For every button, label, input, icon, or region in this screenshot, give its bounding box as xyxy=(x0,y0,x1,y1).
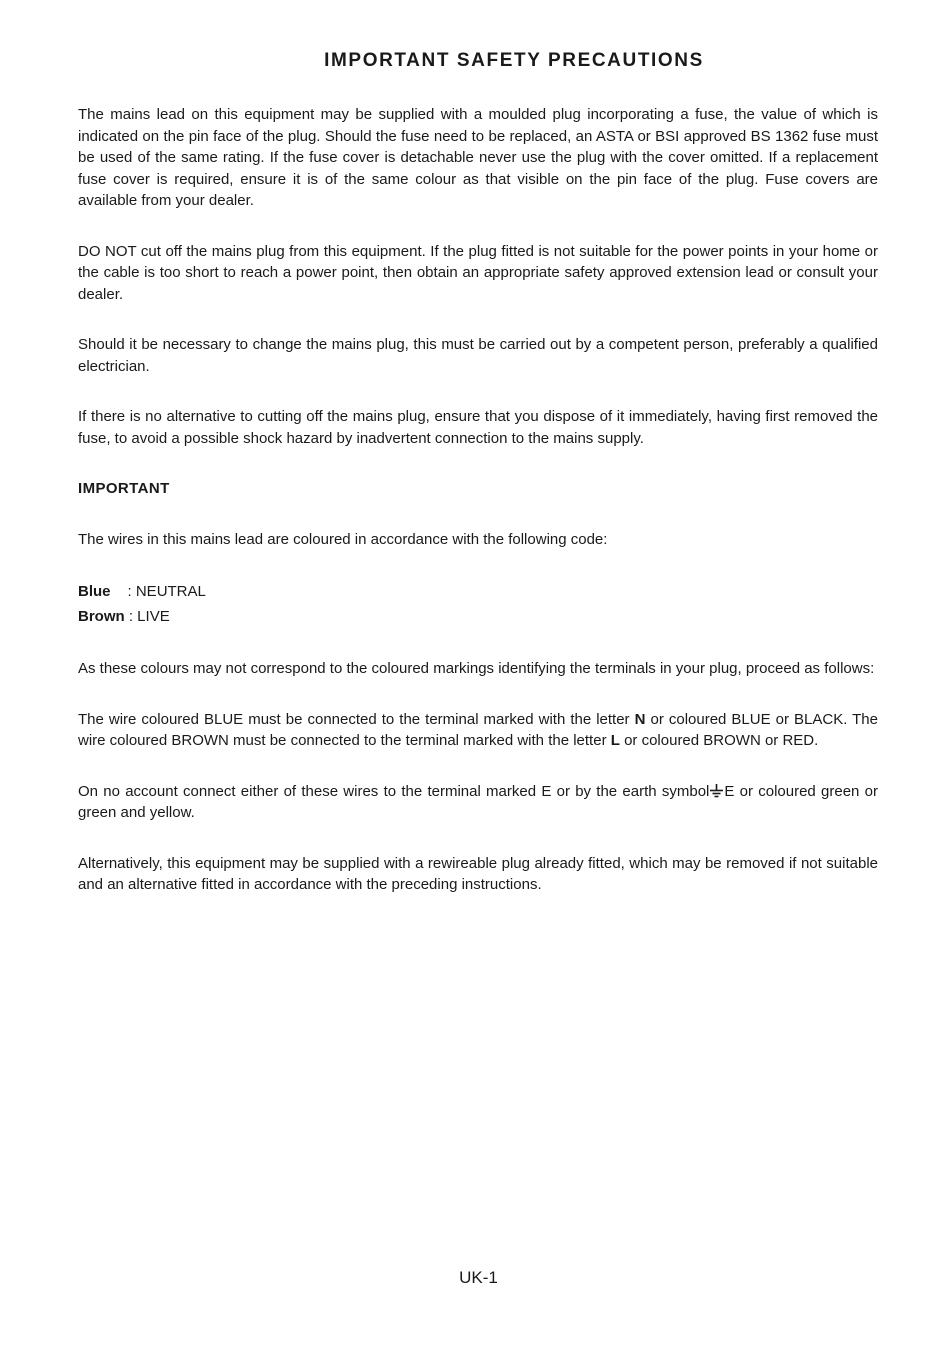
earth-ground-icon xyxy=(709,784,724,798)
do-not-cut-paragraph: DO NOT cut off the mains plug from this equipment. If the plug fitted is not suitable for the power points in your home or the cable is too short to reach a power point, then obtain an appropriate safety approved extension lead or consult your dealer. xyxy=(78,242,878,303)
earth-warning-text-2: E or coloured green or green and yellow. xyxy=(78,782,878,821)
page-title: IMPORTANT SAFETY PRECAUTIONS xyxy=(324,50,704,71)
blue-value: : NEUTRAL xyxy=(127,583,206,600)
connection-text-2: or coloured BLUE or BLACK. The wire coloured BROWN must be connected to the terminal marked with the letter xyxy=(78,710,878,749)
competent-person-paragraph: Should it be necessary to change the mains plug, this must be carried out by a competent person, preferably a qualified electrician. xyxy=(78,336,878,375)
wire-code-blue xyxy=(78,579,878,604)
earth-warning-text-1: On no account connect either of these wires to the terminal marked E or by the earth symbol xyxy=(78,782,710,800)
alternative-paragraph: Alternatively, this equipment may be supplied with a rewireable plug already fitted, which may be removed if not suitable and an alternative fitted in accordance with the preceding instructions. xyxy=(78,854,878,893)
dispose-paragraph: If there is no alternative to cutting off the mains plug, ensure that you dispose of it immediately, having first removed the fuse, to avoid a possible shock hazard by inadvertent connection to the mains supply. xyxy=(78,408,878,447)
wires-intro: The wires in this mains lead are coloured in accordance with the following code: xyxy=(78,530,608,548)
colours-note: As these colours may not correspond to the coloured markings identifying the terminals in your plug, proceed as follows: xyxy=(78,660,875,677)
blue-label: Blue xyxy=(78,583,111,600)
connection-text-1: The wire coloured BLUE must be connected to the terminal marked with the letter xyxy=(78,710,635,728)
brown-value: : LIVE xyxy=(128,608,170,625)
brown-label: Brown xyxy=(78,608,125,625)
wire-code-brown xyxy=(78,604,878,629)
letter-l: L xyxy=(610,732,620,749)
document-body xyxy=(78,104,878,896)
connection-paragraph xyxy=(78,709,878,752)
page-number: UK-1 xyxy=(459,1268,498,1287)
earth-warning-paragraph xyxy=(78,781,878,824)
letter-n: N xyxy=(634,710,646,728)
wire-code-list xyxy=(78,579,878,629)
important-heading: IMPORTANT xyxy=(78,480,170,497)
connection-text-3: or coloured BROWN or RED. xyxy=(619,732,819,749)
fuse-paragraph: The mains lead on this equipment may be supplied with a moulded plug incorporating a fuse, the value of which is indicated on the pin face of the plug. Should the fuse need to be replaced, an ASTA or BSI approved BS 1362 fuse must be used of the same rating. If the fuse cover is detachable never use the plug with the cover omitted. If a replacement fuse cover is required, ensure it is of the same colour as that visible on the pin face of the plug. Fuse covers are available from your dealer. xyxy=(78,106,878,209)
